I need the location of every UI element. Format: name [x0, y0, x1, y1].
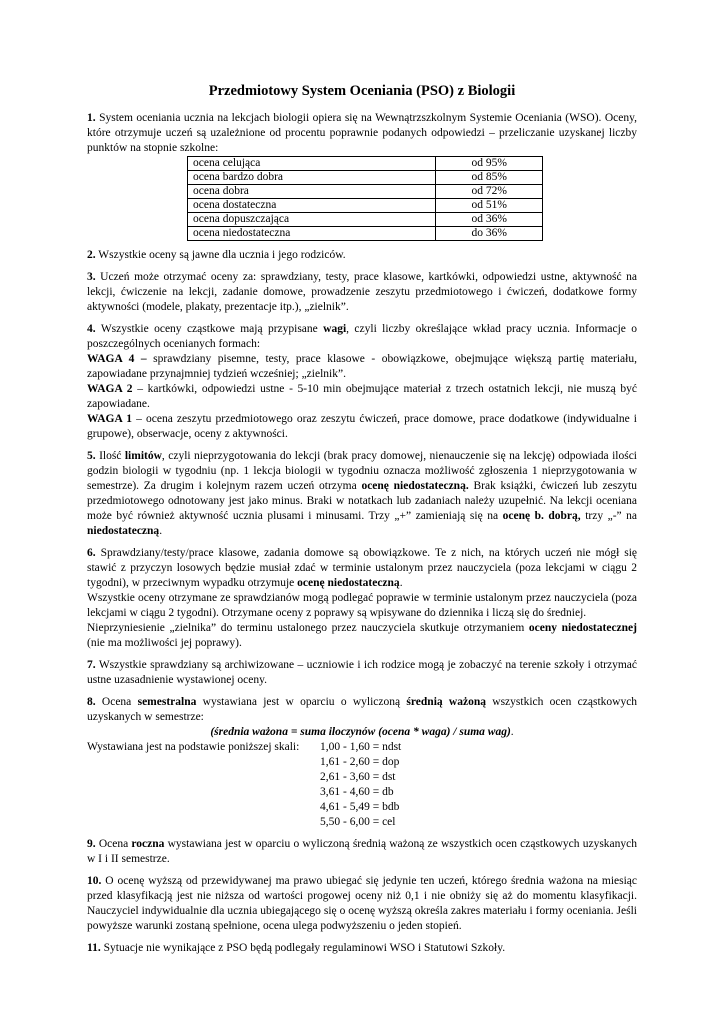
formula-end: . — [510, 726, 514, 738]
section-6-number: 6. — [87, 547, 96, 559]
section-9-text-1: Ocena — [98, 838, 129, 850]
document-page — [87, 82, 637, 963]
grade-range: od 72% — [436, 185, 543, 199]
table-row — [188, 171, 543, 185]
section-4 — [87, 322, 637, 442]
section-7 — [87, 658, 637, 688]
section-3-text: Uczeń może otrzymać oceny za: sprawdziany, testy, prace klasowe, kartkówki, odpowiedzi ustne, aktywność na lekcji, ćwiczenie na lekcji, zadanie domowe, prowadzenie zeszytu przedmiotowego i ćwiczeń, dodatkowe formy aktywności (modele, plakaty, prezentacje itp.), „zielnik”. — [87, 271, 638, 313]
section-8-text-3: wszystkich ocen cząstkowych uzyskanych w semestrze: — [87, 696, 638, 723]
section-6-text-1: Sprawdziany/testy/prace klasowe, zadania domowe są obowiązkowe. Te z nich, na których uczeń nie mógł się stawić z przyczyn losowych będzie musiał zdać w terminie ustalonym przez nauczyciela (poza lekcjami w ciągu 2 tygodni), w przeciwnym wypadku otrzymuje — [87, 547, 638, 589]
section-5-bold-3: ocenę b. dobrą, — [502, 510, 581, 522]
section-8-text-1: Ocena — [101, 696, 132, 708]
weighted-average-formula — [87, 725, 637, 740]
section-5-text-4: trzy „-” na — [585, 510, 638, 522]
grade-name: ocena bardzo dobra — [188, 171, 436, 185]
grade-threshold-table — [187, 156, 543, 241]
grade-name: ocena dopuszczająca — [188, 213, 436, 227]
section-10 — [87, 874, 637, 934]
section-5-number: 5. — [87, 450, 96, 462]
section-8-number: 8. — [87, 696, 96, 708]
section-8-text-2: wystawiana jest w oparciu o wyliczoną — [202, 696, 401, 708]
grade-range: do 36% — [436, 227, 543, 241]
section-5-bold-4: niedostateczną — [87, 525, 160, 537]
weight-2-text: – kartkówki, odpowiedzi ustne - 5-10 min obejmujące materiał z trzech ostatnich lekcji, nie muszą być zapowiadane. — [87, 383, 637, 410]
weight-4-label: WAGA 4 – — [87, 353, 147, 365]
grade-range: od 85% — [436, 171, 543, 185]
section-5-text-3: Brak książki, ćwiczeń lub zeszytu przedmiotowego odnotowany jest jako minus. Braki w notatkach lub zadaniach należy uzupełnić. Na lekcji oceniana może być również aktywność ucznia plusami i minusami. Trzy „+” zamieniają się na — [87, 480, 638, 522]
section-6-paragraph-2: Wszystkie oceny otrzymane ze sprawdzianów mogą podlegać poprawie w terminie ustalonym przez nauczyciela (poza lekcjami w ciągu 2 tygodni). Otrzymane oceny z poprawy są wpisywane do dziennika i liczą się do średniej. — [87, 592, 637, 619]
grade-range: od 36% — [436, 213, 543, 227]
section-4-text-b: , czyli liczby określające wkład pracy ucznia. Informacje o poszczególnych ocenianych formach: — [87, 323, 638, 350]
section-9-number: 9. — [87, 838, 96, 850]
section-4-bold-wagi: wagi — [323, 323, 347, 335]
section-6-paragraph-3 — [87, 621, 637, 651]
weight-1-text: – ocena zeszytu przedmiotowego oraz zeszytu ćwiczeń, prace domowe, prace dodatkowe (indywidualne i grupowe), obserwacje, oceny z aktywności. — [87, 413, 637, 440]
section-4-text-a: Wszystkie oceny cząstkowe mają przypisane — [100, 323, 318, 335]
section-2-number: 2. — [87, 249, 96, 261]
list-item: 1,00 - 1,60 = ndst — [320, 741, 402, 753]
list-item: 5,50 - 6,00 = cel — [320, 816, 396, 828]
section-8-bold-2: średnią ważoną — [406, 696, 486, 708]
section-11-text: Sytuacje nie wynikające z PSO będą podlegały regulaminowi WSO i Statutowi Szkoły. — [103, 942, 506, 954]
document-title: Przedmiotowy System Oceniania (PSO) z Biologii — [208, 83, 516, 99]
grade-scale — [87, 740, 637, 830]
section-7-number: 7. — [87, 659, 96, 671]
table-row — [188, 185, 543, 199]
table-row — [188, 157, 543, 171]
section-10-text: O ocenę wyższą od przewidywanej ma prawo ubiegać się jedynie ten uczeń, którego średnia ważona na miesiąc przed klasyfikacją jest nie niższa od wartości progowej oceny niż 0,1 i nie obniży się aż do momentu klasyfikacji. Nauczyciel indywidualnie dla ucznia ubiegającego się o ocenę wyższą określa zakres materiału i formy oceniania. Jeśli powyższe warunki zostaną spełnione, ocena ulega podwyższeniu o jeden stopień. — [87, 875, 638, 932]
weight-1-line — [87, 412, 637, 442]
section-1 — [87, 111, 637, 156]
section-6-text-2: . — [399, 577, 403, 589]
grade-name: ocena celująca — [188, 157, 436, 171]
section-7-text: Wszystkie sprawdziany są archiwizowane – uczniowie i ich rodzice mogą je zobaczyć na terenie szkoły i otrzymać ustne uzasadnienie wystawionej oceny. — [87, 659, 637, 686]
grade-range: od 95% — [436, 157, 543, 171]
section-4-number: 4. — [87, 323, 96, 335]
grade-name: ocena dostateczna — [188, 199, 436, 213]
grade-name: ocena niedostateczna — [188, 227, 436, 241]
section-1-number: 1. — [87, 112, 96, 124]
weight-1-label: WAGA 1 — [87, 413, 133, 425]
section-9 — [87, 837, 637, 867]
section-6 — [87, 546, 637, 651]
weight-2-label: WAGA 2 — [87, 383, 133, 395]
section-1-text: System oceniania ucznia na lekcjach biologii opiera się na Wewnątrzszkolnym Systemie Oceniania (WSO). Oceny, które otrzymuje uczeń są uzależnione od procentu poprawnie podanych odpowiedzi – przeliczanie uzyskanej liczby punktów na stopnie szkolne: — [87, 112, 637, 154]
section-9-bold-1: roczna — [131, 838, 165, 850]
grade-scale-label: Wystawiana jest na podstawie poniższej skali: — [87, 741, 300, 753]
section-5-text-5: . — [159, 525, 163, 537]
section-8 — [87, 695, 637, 830]
section-5 — [87, 449, 637, 539]
table-row — [188, 227, 543, 241]
list-item: 1,61 - 2,60 = dop — [320, 756, 400, 768]
section-5-text-2: , czyli nieprzygotowania do lekcji (brak pracy domowej, nienauczenie się na lekcję) odpowiada ilości godzin biologii w tygodniu (np. 1 lekcja biologii w tygodniu oznacza możliwość zgłoszenia 1 nieprzygotowania w semestrze). Za drugim i kolejnym razem uczeń otrzyma — [87, 450, 637, 492]
table-row — [188, 213, 543, 227]
section-6-p3-text-a: Nieprzyniesienie „zielnika” do terminu ustalonego przez nauczyciela skutkuje otrzymaniem — [87, 622, 525, 634]
table-row — [188, 199, 543, 213]
section-3 — [87, 270, 637, 315]
weight-2-line — [87, 382, 637, 412]
section-2-text: Wszystkie oceny są jawne dla ucznia i jego rodziców. — [98, 249, 346, 261]
grade-scale-list — [320, 740, 401, 830]
section-6-p3-text-c: (nie ma możliwości jej poprawy). — [87, 637, 242, 649]
section-5-text-1: Ilość — [99, 450, 122, 462]
section-9-text-2: wystawiana jest w oparciu o wyliczoną średnią ważoną ze wszystkich ocen cząstkowych uzyskanych w I i II semestrze. — [87, 838, 638, 865]
weight-4-line — [87, 352, 637, 382]
grade-name: ocena dobra — [188, 185, 436, 199]
formula-text: (średnia ważona = suma iloczynów (ocena * waga) / suma wag) — [210, 726, 511, 738]
section-8-bold-1: semestralna — [137, 696, 197, 708]
section-6-bold-1: ocenę niedostateczną — [297, 577, 400, 589]
section-11 — [87, 941, 637, 956]
section-2 — [87, 248, 637, 263]
weight-4-text: sprawdziany pisemne, testy, prace klasowe - obowiązkowe, obejmujące większą partię materiału, zapowiadane przynajmniej tydzień wcześniej; „zielnik”. — [87, 353, 637, 380]
section-3-number: 3. — [87, 271, 96, 283]
section-11-number: 11. — [87, 942, 101, 954]
section-10-number: 10. — [87, 875, 102, 887]
section-5-bold-2: ocenę niedostateczną. — [361, 480, 469, 492]
grade-range: od 51% — [436, 199, 543, 213]
list-item: 4,61 - 5,49 = bdb — [320, 801, 400, 813]
list-item: 3,61 - 4,60 = db — [320, 786, 394, 798]
section-5-bold-1: limitów — [124, 450, 162, 462]
list-item: 2,61 - 3,60 = dst — [320, 771, 396, 783]
section-6-p3-bold: oceny niedostatecznej — [528, 622, 637, 634]
